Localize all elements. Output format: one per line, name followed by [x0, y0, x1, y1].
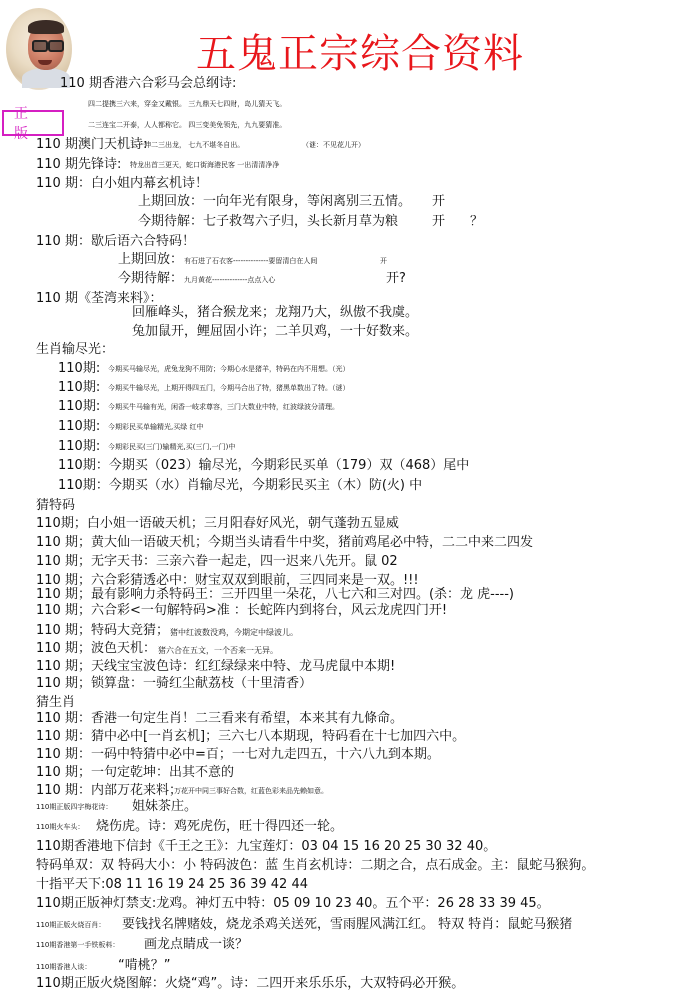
text-line: 特码单双：双 特码大小：小 特码波色：蓝 生肖玄机诗：二期之合，点石成金。主：鼠蛇马猴狗。	[36, 858, 595, 873]
text-line: 今期彩民买单输精光,买绿 红中	[108, 423, 204, 431]
text-line: 110期火车头：	[36, 823, 85, 831]
text-line: 要钱找名牌赌妓，烧龙杀鸡关送死，雪雨腥风满江红。 特双 特肖：鼠蛇马猴猪	[122, 917, 573, 932]
text-line: 110 期；无字天书：三亲六眷一起走，四一迟来八先开。鼠 02	[36, 554, 398, 569]
text-line: 上期回放：一向年光有限身，等闲离别三五情。	[138, 194, 412, 209]
text-line: 兔加鼠开，鲤屈固小许；二羊贝鸡，一十好数来。	[132, 324, 419, 339]
text-line: 猜生肖	[36, 695, 76, 710]
text-line: 十指平天下:08 11 16 19 24 25 36 39 42 44	[36, 877, 308, 892]
text-line: 110期正版火烧图解：火烧“鸡”。诗：二四开来乐乐乐，大双特码必开猴。	[36, 976, 465, 991]
text-line: ？	[470, 214, 484, 229]
text-line: 110 期澳门天机诗:	[36, 137, 148, 152]
text-line: 今期待解：	[118, 271, 184, 286]
text-line: 姐妹茶庄。	[132, 799, 198, 814]
text-line: 110期香港地下信封《千王之王》：九宝莲灯：03 04 15 16 20 25 30 32 40。	[36, 839, 497, 854]
text-line: 110 期；最有影响力杀特码王：三开四里一朵花，八七六和三对四。(杀：龙 虎----)	[36, 587, 514, 602]
text-line: 猪六合在五文，一个否来一无异。	[158, 646, 278, 655]
text-line: 110 期；一句定乾坤：出其不意的	[36, 765, 234, 780]
text-line: 110期香港人谈：	[36, 963, 92, 971]
text-line: 110 期；波色天机：	[36, 641, 156, 656]
text-line: 今期买马输尽光，虎兔龙狗不用防；今期心水是猪羊，特码在内不用想。（光）	[108, 365, 350, 373]
genuine-badge: 正 版	[2, 110, 64, 136]
text-line: 开?	[386, 271, 406, 286]
text-line: 110期：今期买（023）输尽光，今期彩民买单（179）双（468）尾中	[58, 458, 470, 473]
text-line: 万花开中同三事好合数，红蓝色彩来品先赖如意。	[174, 787, 328, 795]
text-line: 今期买牛马输有光，闲香一岐求尊容，三门大数业中特，红波绿波分清理。	[108, 403, 339, 411]
text-line: 110 期：猜中必中[一肖玄机]；三六七八本期现，特码看在十七加四六中。	[36, 729, 466, 744]
text-line: 110 期；六合彩<一句解特码>准 ：长蛇阵内到将台，风云龙虎四门开!	[36, 603, 448, 618]
text-line: 110 期：歇后语六合特码！	[36, 234, 195, 249]
text-line: 生肖输尽光：	[36, 342, 115, 357]
text-line: 110 期先锋诗:	[36, 157, 122, 172]
text-line: 上期回放：	[118, 252, 184, 267]
text-line: 猜特码	[36, 498, 76, 513]
text-line: 回雁峰头，猪合猴龙来；龙翔乃大，纵傲不我虞。	[132, 305, 419, 320]
text-line: 110期:	[58, 380, 101, 395]
text-line: 110 期：内部万花来料；	[36, 783, 182, 798]
avatar-glasses-right	[48, 40, 64, 52]
text-line: 110 期香港六合彩马会总纲诗:	[60, 76, 237, 91]
text-line: 四二提携三六来，穿金又戴银。 三九鼎天七四财，岛儿猜天飞。	[88, 100, 287, 108]
text-line: 今期彩民买(三门)输精光,买(三门,一门)中	[108, 443, 236, 451]
text-line: 开	[380, 257, 387, 265]
text-line: 有石进了石衣客--------------要留清白在人间	[184, 257, 318, 265]
text-line: 110 期；天线宝宝波色诗：红红绿绿来中特、龙马虎鼠中本期!	[36, 659, 396, 674]
text-line: 110期正版四字梅花诗：	[36, 803, 113, 811]
text-line: 110 期；黄大仙一语破天机；今期当头请看牛中奖，猪前鸡尾必中特，二二中来二四发	[36, 535, 533, 550]
text-line: （谜：不见花儿开）	[302, 141, 365, 149]
text-line: 二三连宝二开泰，人人都称它。 四三变美免领先，九九要猜准。	[88, 121, 287, 129]
text-line: 110期；白小姐一语破天机；三月阳春好风光，朝气蓬勃五显威	[36, 516, 399, 531]
text-line: “啃桃？”	[118, 958, 171, 973]
text-line: 画龙点睛成一谈？	[144, 937, 249, 952]
text-line: 110期正版神灯禁支:龙鸡。神灯五中特：05 09 10 23 40。五个平：26 28 33 39 45。	[36, 896, 550, 911]
text-line: 今期待解：七子救驾六子归，头长新月草为粮	[138, 214, 399, 229]
text-line: 猪中红波数没鸡，今期定中绿波儿。	[170, 628, 298, 637]
text-line: 110期正版火烧百肖：	[36, 921, 106, 929]
text-line: 110 期；六合彩猜透必中：财宝双双到眼前，三四同来是一双。!!!	[36, 573, 419, 588]
text-line: 110 期：白小姐内幕玄机诗！	[36, 176, 208, 191]
text-line: 110 期；特码大竞猜；	[36, 623, 169, 638]
text-line: 开	[432, 214, 446, 229]
text-line: 特龙出首三更天，蛇口街海港民客 一出清清净净	[130, 161, 280, 169]
text-line: 烧伤虎。诗：鸡死虎伤，旺十得四还一轮。	[96, 819, 344, 834]
text-line: 110 期《荃湾来料》：	[36, 291, 163, 306]
text-line: 110 期；锁算盘：一骑红尘献荔枝（十里清香）	[36, 676, 312, 691]
text-line: 110期:	[58, 399, 101, 414]
text-line: 110期:	[58, 439, 101, 454]
text-line: 110 期：香港一句定生肖！二三看来有希望，本来其有九條命。	[36, 711, 403, 726]
avatar-hair	[28, 20, 64, 34]
text-line: 110期:	[58, 361, 101, 376]
text-line: 三一伸二三出龙， 七九不堪冬自出。	[130, 141, 245, 149]
text-line: 110期：今期买（水）肖输尽光，今期彩民买主（木）防(火) 中	[58, 478, 423, 493]
text-line: 110 期：一码中特猜中必中=百；一七对九走四五，十六八九到本期。	[36, 747, 440, 762]
text-line: 110期:	[58, 419, 101, 434]
text-line: 九月黄花--------------点点入心	[184, 276, 276, 284]
text-line: 今期买牛输尽光，上期开得四五门，今期马合出了特，猪黑单数出了特。（谜）	[108, 384, 350, 392]
text-line: 110期香港第一手铁板料：	[36, 941, 120, 949]
avatar-glasses-left	[32, 40, 48, 52]
text-line: 开	[432, 194, 446, 209]
page-title: 五鬼正宗综合资料	[196, 31, 524, 77]
